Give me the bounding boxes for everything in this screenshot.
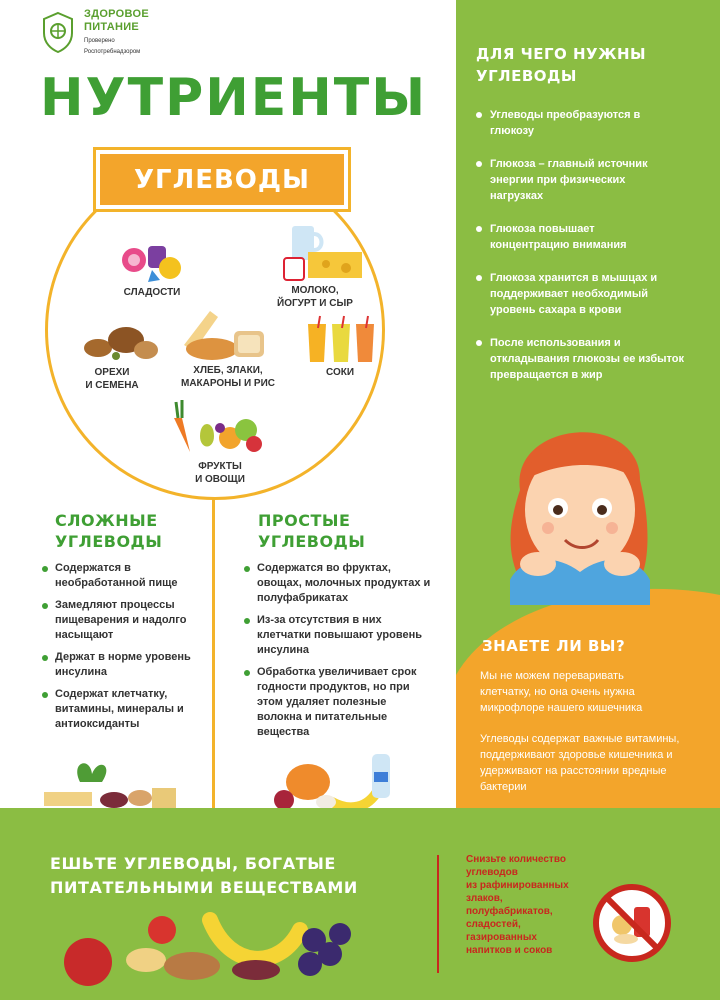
list-item: Держат в норме уровень инсулина bbox=[42, 650, 204, 680]
bottom-title-1: ЕШЬТЕ УГЛЕВОДЫ, БОГАТЫЕ bbox=[50, 854, 336, 873]
logo-line-2: ПИТАНИЕ bbox=[84, 21, 140, 33]
grains-icon bbox=[40, 752, 180, 810]
reduce-line: Снизьте количество bbox=[466, 854, 566, 865]
reduce-line: углеводов bbox=[466, 867, 518, 878]
reduce-line: сладостей, bbox=[466, 919, 521, 930]
simple-foods-icon bbox=[270, 750, 398, 812]
complex-title-1: СЛОЖНЫЕ bbox=[55, 511, 158, 530]
reduce-line: злаков, bbox=[466, 893, 503, 904]
list-item: Глюкоза – главный источник энергии при физических нагрузках bbox=[476, 156, 666, 204]
logo-line-1: ЗДОРОВОЕ bbox=[84, 8, 149, 20]
simple-title-2: УГЛЕВОДЫ bbox=[258, 532, 366, 551]
label-bread-2: МАКАРОНЫ И РИС bbox=[180, 378, 276, 389]
nuts-icon bbox=[78, 318, 163, 363]
simple-list bbox=[244, 561, 434, 747]
healthy-foods-icon bbox=[60, 900, 360, 1000]
know-paragraph-2: Углеводы содержат важные витамины, поддерживают здоровье кишечника и удерживают на расстоянии вредные бактерии bbox=[480, 733, 680, 793]
red-divider bbox=[437, 855, 439, 973]
complex-list bbox=[42, 561, 204, 739]
logo-sub-1: Проверено bbox=[84, 38, 115, 44]
label-juice: СОКИ bbox=[325, 367, 355, 378]
label-fruit-1: ФРУКТЫ bbox=[198, 461, 242, 472]
list-item: Содержатся во фруктах, овощах, молочных продуктах и полуфабрикатах bbox=[244, 561, 434, 606]
know-title: ЗНАЕТЕ ЛИ ВЫ? bbox=[482, 637, 626, 655]
label-sweets: СЛАДОСТИ bbox=[123, 287, 181, 298]
page-title: НУТРИЕНТЫ bbox=[40, 68, 428, 128]
carbs-heading: УГЛЕВОДЫ bbox=[100, 154, 344, 205]
simple-title-1: ПРОСТЫЕ bbox=[258, 511, 351, 530]
girl-illustration bbox=[490, 400, 660, 620]
logo-sub-2: Роспотребнадзором bbox=[84, 49, 141, 55]
know-paragraph-1: Мы не можем переваривать клетчатку, но она очень нужна микрофлоре нашего кишечника bbox=[480, 670, 643, 714]
fruits-icon bbox=[164, 398, 272, 456]
reduce-line: полуфабрикатов, bbox=[466, 906, 553, 917]
reduce-line: напитков и соков bbox=[466, 945, 553, 956]
bread-icon bbox=[180, 305, 272, 363]
list-item: Глюкоза повышает концентрацию внимания bbox=[476, 221, 646, 253]
list-item: Глюкоза хранится в мышцах и поддерживает необходимый уровень сахара в крови bbox=[476, 270, 696, 318]
label-fruit-2: И ОВОЩИ bbox=[195, 474, 245, 485]
list-item: Обработка увеличивает срок годности продуктов, но при этом удаляет полезные волокна и питательные вещества bbox=[244, 665, 434, 740]
juice-icon bbox=[304, 314, 384, 366]
list-item: Углеводы преобразуются в глюкозу bbox=[476, 107, 656, 139]
label-dairy-1: МОЛОКО, bbox=[291, 285, 339, 296]
why-list bbox=[476, 107, 706, 400]
why-title-1: ДЛЯ ЧЕГО НУЖНЫ bbox=[476, 45, 647, 63]
bottom-title-2: ПИТАТЕЛЬНЫМИ ВЕЩЕСТВАМИ bbox=[50, 878, 358, 897]
list-item: После использования и откладывания глюкозы ее избыток превращается в жир bbox=[476, 335, 686, 383]
list-item: Замедляют процессы пищеварения и надолго насыщают bbox=[42, 598, 204, 643]
label-nuts-1: ОРЕХИ bbox=[94, 367, 130, 378]
label-dairy-2: ЙОГУРТ И СЫР bbox=[277, 298, 353, 309]
reduce-text bbox=[466, 853, 569, 957]
sweets-icon bbox=[112, 230, 192, 285]
emblem-icon bbox=[40, 11, 76, 53]
label-bread-1: ХЛЕБ, ЗЛАКИ, bbox=[193, 365, 263, 376]
divider-line bbox=[212, 497, 215, 817]
list-item: Из-за отсутствия в них клетчатки повышают уровень инсулина bbox=[244, 613, 434, 658]
prohibited-icon bbox=[592, 883, 672, 963]
logo bbox=[40, 8, 149, 56]
dairy-icon bbox=[278, 222, 368, 284]
reduce-line: из рафинированных bbox=[466, 880, 569, 891]
complex-title-2: УГЛЕВОДЫ bbox=[55, 532, 163, 551]
why-title-2: УГЛЕВОДЫ bbox=[476, 67, 577, 85]
list-item: Содержатся в необработанной пище bbox=[42, 561, 204, 591]
list-item: Содержат клетчатку, витамины, минералы и антиоксиданты bbox=[42, 687, 204, 732]
label-nuts-2: И СЕМЕНА bbox=[85, 380, 139, 391]
reduce-line: газированных bbox=[466, 932, 537, 943]
